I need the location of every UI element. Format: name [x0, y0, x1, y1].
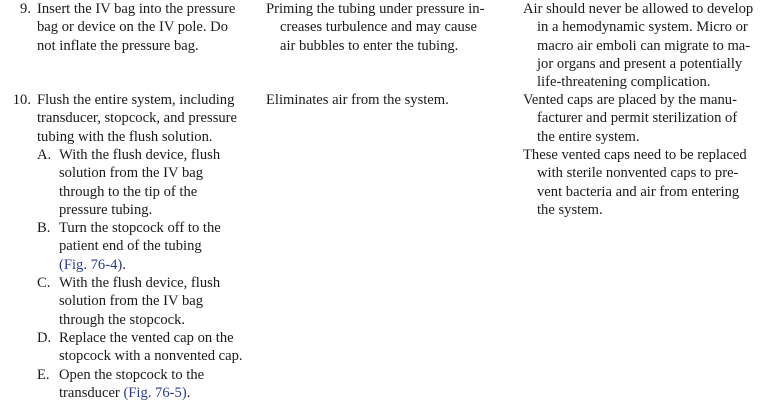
substep-text-line: Turn the stopcock off to the — [59, 220, 221, 236]
consideration-text-line: with sterile nonvented caps to pre- — [537, 165, 739, 182]
figure-reference-link[interactable]: (Fig. 76-5) — [123, 385, 187, 402]
step-text-line: tubing with the flush solution. — [37, 128, 213, 145]
consideration-text-line: Air should never be allowed to develop — [523, 1, 754, 17]
punctuation: . — [122, 256, 126, 273]
substep-letter: A. — [37, 147, 52, 163]
step-9 — [0, 0, 295, 55]
substep-letter: C. — [37, 275, 51, 291]
substep-text-line: With the flush device, flush — [59, 147, 221, 163]
consideration-text-line: facturer and permit sterilization of — [537, 110, 738, 127]
consideration-text-line: jor organs and present a potentially — [537, 55, 743, 72]
consideration-step-10-b — [523, 146, 771, 219]
rationale-step-10 — [266, 91, 528, 109]
substep-text: transducer — [59, 385, 124, 402]
substep-a — [0, 146, 317, 219]
consideration-text-line: in a hemodynamic system. Micro or — [537, 19, 748, 36]
rationale-text-line: creases turbulence and may cause — [280, 19, 477, 36]
step-10 — [0, 91, 295, 146]
substep-text-line: patient end of the tubing — [59, 238, 202, 255]
consideration-step-9 — [523, 0, 771, 91]
consideration-text-line: vent bacteria and air from entering — [537, 183, 740, 200]
substep-text-line: Replace the vented cap on the — [59, 330, 234, 346]
substep-text-line: solution from the IV bag — [59, 293, 204, 310]
substep-letter: E. — [37, 367, 50, 383]
step-number: 10. — [12, 92, 31, 108]
substep-text-line — [59, 256, 317, 274]
consideration-text-line: the entire system. — [537, 128, 640, 145]
substep-b — [0, 219, 317, 274]
substep-c — [0, 274, 317, 329]
rationale-text-line: air bubbles to enter the tubing. — [280, 37, 459, 54]
step-number: 9. — [20, 1, 31, 17]
substep-text-line: Open the stopcock to the — [59, 367, 205, 383]
substep-e — [0, 366, 317, 403]
consideration-text-line: macro air emboli can migrate to ma- — [537, 37, 751, 54]
consideration-text-line: These vented caps need to be replaced — [523, 147, 747, 163]
substep-text-line: through the stopcock. — [59, 311, 186, 328]
consideration-text-line: Vented caps are placed by the manu- — [523, 92, 737, 108]
rationale-step-9 — [266, 0, 528, 55]
substep-letter: B. — [37, 220, 51, 236]
substep-text-line: through to the tip of the — [59, 183, 198, 200]
substep-text-line: solution from the IV bag — [59, 165, 204, 182]
punctuation: . — [186, 385, 191, 402]
consideration-step-10-a — [523, 91, 771, 146]
step-text-line: bag or device on the IV pole. Do — [37, 19, 229, 36]
substep-d — [0, 329, 317, 366]
substep-text-line: stopcock with a nonvented cap. — [59, 348, 243, 365]
step-text-line: Flush the entire system, including — [37, 92, 235, 108]
rationale-text-line: Priming the tubing under pressure in- — [266, 1, 485, 17]
step-text-line: transducer, stopcock, and pressure — [37, 110, 238, 127]
rationale-text-line: Eliminates air from the system. — [266, 92, 449, 108]
substep-text-line: pressure tubing. — [59, 201, 153, 218]
step-text-line: not inflate the pressure bag. — [37, 37, 199, 54]
step-text-line: Insert the IV bag into the pressure — [37, 1, 236, 17]
figure-reference-link[interactable]: (Fig. 76-4) — [59, 256, 123, 273]
substep-letter: D. — [37, 330, 52, 346]
consideration-text-line: the system. — [537, 201, 603, 218]
substep-text-line — [59, 384, 317, 402]
consideration-text-line: life-threatening complication. — [537, 74, 711, 91]
substep-text-line: With the flush device, flush — [59, 275, 221, 291]
